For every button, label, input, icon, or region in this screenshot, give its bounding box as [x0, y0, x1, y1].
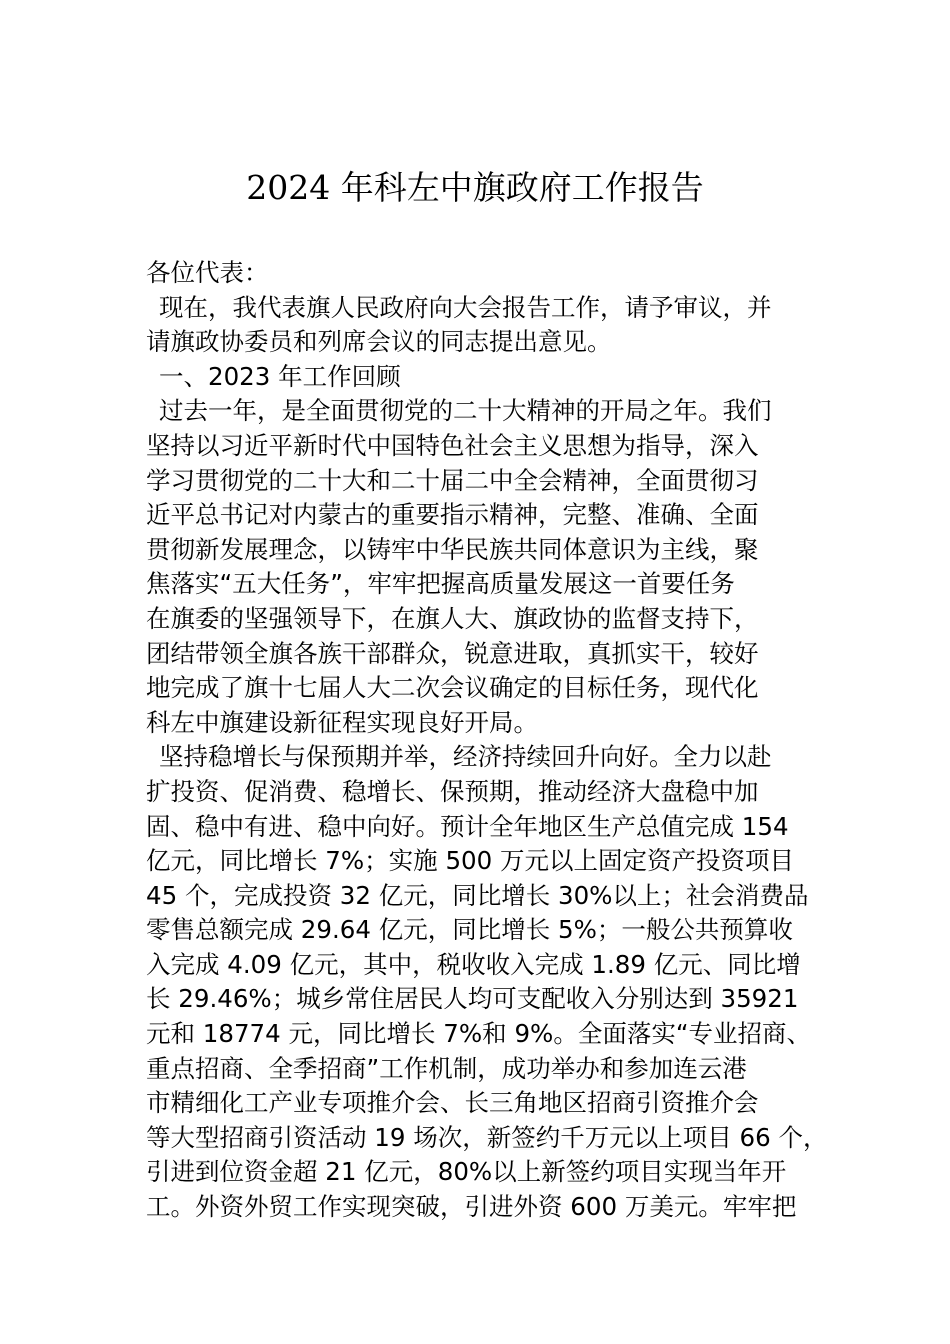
- paragraph-line: 焦落实“五大任务”，牢牢把握高质量发展这一首要任务: [146, 569, 735, 599]
- paragraph-line: 近平总书记对内蒙古的重要指示精神，完整、准确、全面: [146, 500, 759, 530]
- paragraph-line: 坚持以习近平新时代中国特色社会主义思想为指导，深入: [146, 430, 759, 460]
- paragraph-line: 入完成 4.09 亿元，其中，税收收入完成 1.89 亿元、同比增: [146, 949, 801, 979]
- paragraph-line: 重点招商、全季招商”工作机制，成功举办和参加连云港: [146, 1053, 747, 1083]
- paragraph-line: 长 29.46%；城乡常住居民人均可支配收入分别达到 35921: [146, 984, 799, 1014]
- paragraph-line: 请旗政协委员和列席会议的同志提出意见。: [146, 327, 612, 357]
- paragraph-line: 等大型招商引资活动 19 场次，新签约千万元以上项目 66 个，: [146, 1122, 828, 1152]
- salutation-line: 各位代表：: [146, 258, 269, 287]
- document-title: 2024 年科左中旗政府工作报告: [246, 168, 704, 207]
- paragraph-line: 过去一年，是全面贯彻党的二十大精神的开局之年。我们: [159, 396, 772, 426]
- paragraph-line: 现在，我代表旗人民政府向大会报告工作，请予审议，并: [159, 292, 772, 322]
- paragraph-line: 工。外资外贸工作实现突破，引进外资 600 万美元。牢牢把: [146, 1192, 797, 1222]
- document-body: [146, 256, 828, 1225]
- paragraph-line: 学习贯彻党的二十大和二十届二中全会精神，全面贯彻习: [146, 465, 759, 495]
- paragraph-line: 团结带领全旗各族干部群众，锐意进取，真抓实干，较好: [146, 638, 759, 668]
- paragraph-line: 贯彻新发展理念，以铸牢中华民族共同体意识为主线，聚: [146, 534, 759, 564]
- paragraph-line: 引进到位资金超 21 亿元，80%以上新签约项目实现当年开: [146, 1157, 787, 1187]
- paragraph-line: 元和 18774 元，同比增长 7%和 9%。全面落实“专业招商、: [146, 1019, 812, 1049]
- paragraph-line: 45 个，完成投资 32 亿元，同比增长 30%以上；社会消费品: [146, 880, 809, 910]
- paragraph-line: 坚持稳增长与保预期并举，经济持续回升向好。全力以赴: [159, 742, 772, 772]
- section-heading: 一、2023 年工作回顾: [159, 361, 401, 391]
- paragraph-line: 亿元，同比增长 7%；实施 500 万元以上固定资产投资项目: [146, 846, 794, 876]
- paragraph-line: 地完成了旗十七届人大二次会议确定的目标任务，现代化: [146, 673, 759, 703]
- paragraph-line: 在旗委的坚强领导下，在旗人大、旗政协的监督支持下，: [146, 603, 759, 633]
- paragraph-line: 固、稳中有进、稳中向好。预计全年地区生产总值完成 154: [146, 811, 789, 841]
- paragraph-line: 扩投资、促消费、稳增长、保预期，推动经济大盘稳中加: [146, 776, 759, 806]
- paragraph-line: 市精细化工产业专项推介会、长三角地区招商引资推介会: [146, 1088, 759, 1118]
- paragraph-line: 零售总额完成 29.64 亿元，同比增长 5%；一般公共预算收: [146, 915, 793, 945]
- paragraph-line: 科左中旗建设新征程实现良好开局。: [146, 707, 538, 737]
